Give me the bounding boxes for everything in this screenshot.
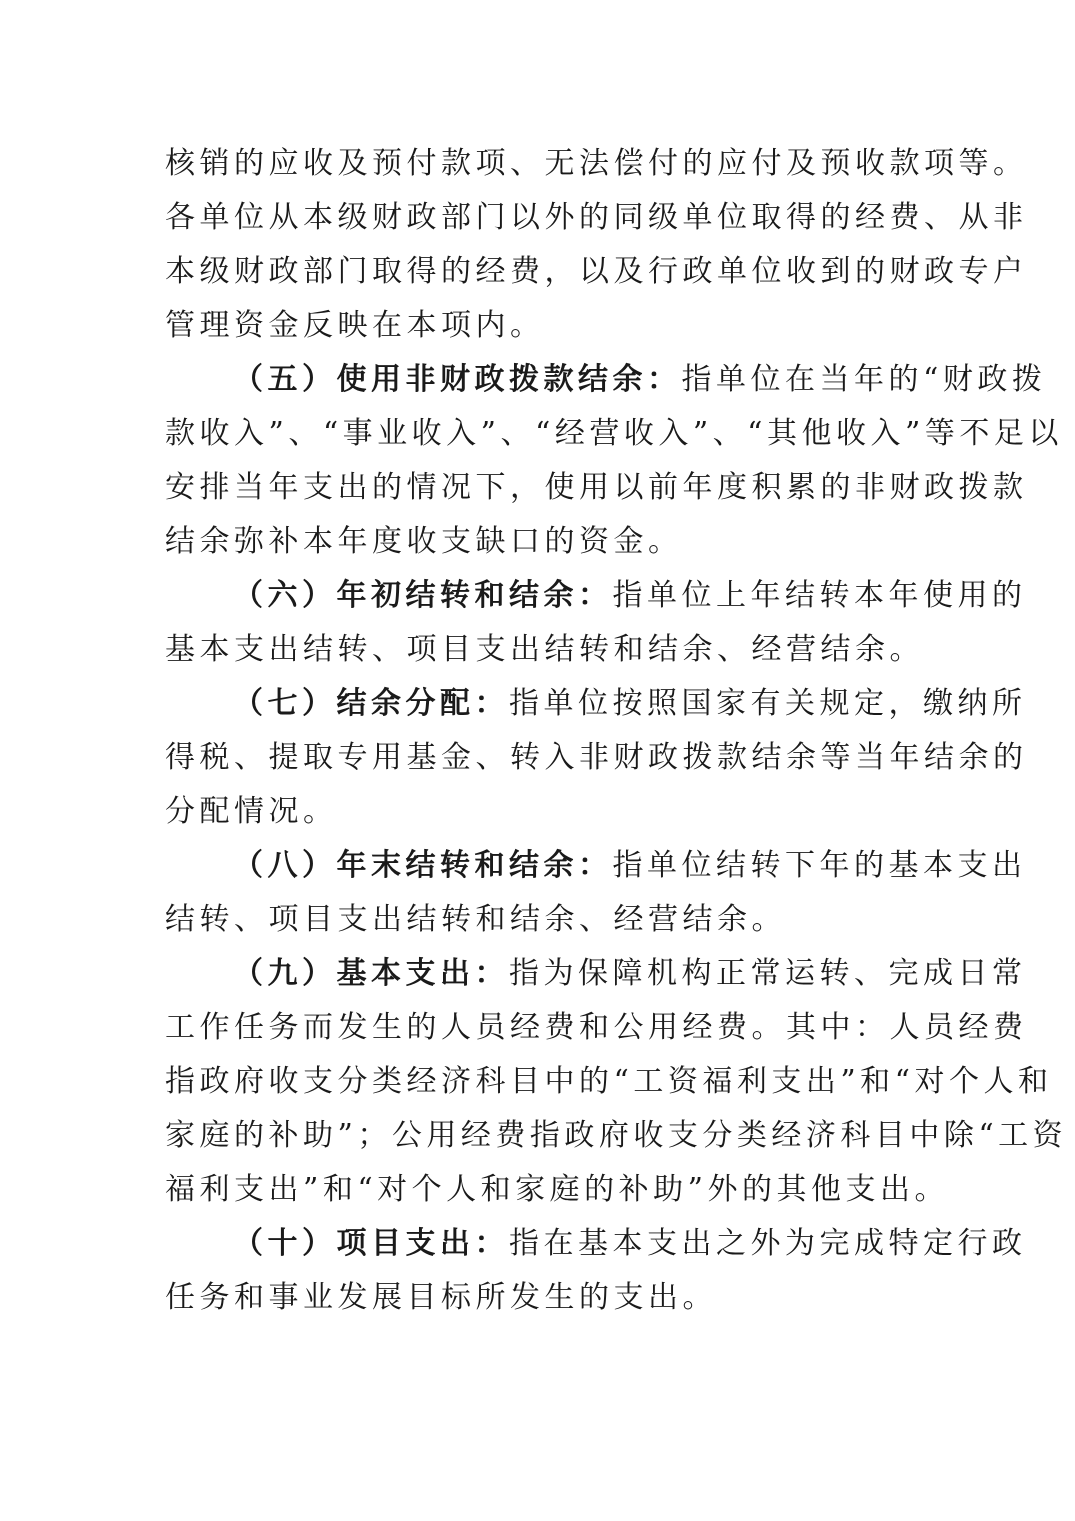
term-heading: （十）项目支出： bbox=[233, 1226, 509, 1261]
paragraph-item-10 bbox=[165, 1217, 1027, 1325]
text-line: 管理资金反映在本项内。 bbox=[165, 308, 545, 343]
term-definition: 指单位在当年的“财政拨 bbox=[681, 362, 1047, 397]
paragraph-item-8 bbox=[165, 839, 1027, 947]
term-heading: （六）年初结转和结余： bbox=[233, 578, 613, 613]
text-line: 任务和事业发展目标所发生的支出。 bbox=[165, 1280, 717, 1315]
text-line bbox=[165, 1217, 1027, 1271]
text-line bbox=[165, 839, 1027, 893]
term-heading: （七）结余分配： bbox=[233, 686, 509, 721]
term-definition: 指为保障机构正常运转、完成日常 bbox=[509, 956, 1027, 991]
text-line: 指政府收支分类经济科目中的“工资福利支出”和“对个人和 bbox=[165, 1064, 1053, 1099]
text-line: 款收入”、“事业收入”、“经营收入”、“其他收入”等不足以 bbox=[165, 416, 1063, 451]
term-definition: 指单位上年结转本年使用的 bbox=[612, 578, 1027, 613]
text-line: 各单位从本级财政部门以外的同级单位取得的经费、从非 bbox=[165, 200, 1028, 235]
text-line: 家庭的补助”；公用经费指政府收支分类经济科目中除“工资 bbox=[165, 1118, 1068, 1153]
paragraph-item-7 bbox=[165, 677, 1028, 839]
text-line: 本级财政部门取得的经费，以及行政单位收到的财政专户 bbox=[165, 254, 1028, 289]
paragraph-item-6 bbox=[165, 569, 1027, 677]
text-line: 核销的应收及预付款项、无法偿付的应付及预收款项等。 bbox=[165, 146, 1028, 181]
term-definition: 指单位按照国家有关规定，缴纳所 bbox=[509, 686, 1027, 721]
term-definition: 指在基本支出之外为完成特定行政 bbox=[509, 1226, 1027, 1261]
paragraph-item-5 bbox=[165, 353, 1063, 569]
text-line bbox=[165, 353, 1047, 407]
document-body bbox=[165, 137, 1068, 1325]
term-heading: （九）基本支出： bbox=[233, 956, 509, 991]
text-line bbox=[165, 569, 1027, 623]
text-line bbox=[165, 677, 1027, 731]
text-line: 基本支出结转、项目支出结转和结余、经营结余。 bbox=[165, 632, 924, 667]
term-heading: （五）使用非财政拨款结余： bbox=[233, 362, 682, 397]
term-definition: 指单位结转下年的基本支出 bbox=[612, 848, 1027, 883]
text-line: 安排当年支出的情况下，使用以前年度积累的非财政拨款 bbox=[165, 470, 1028, 505]
text-line: 得税、提取专用基金、转入非财政拨款结余等当年结余的 bbox=[165, 740, 1028, 775]
text-line: 福利支出”和“对个人和家庭的补助”外的其他支出。 bbox=[165, 1172, 950, 1207]
text-line bbox=[165, 947, 1027, 1001]
paragraph-item-9 bbox=[165, 947, 1068, 1217]
text-line: 结余弥补本年度收支缺口的资金。 bbox=[165, 524, 683, 559]
text-line: 工作任务而发生的人员经费和公用经费。其中：人员经费 bbox=[165, 1010, 1028, 1045]
text-line: 结转、项目支出结转和结余、经营结余。 bbox=[165, 902, 786, 937]
term-heading: （八）年末结转和结余： bbox=[233, 848, 613, 883]
paragraph-continuation bbox=[165, 137, 1028, 353]
text-line: 分配情况。 bbox=[165, 794, 338, 829]
